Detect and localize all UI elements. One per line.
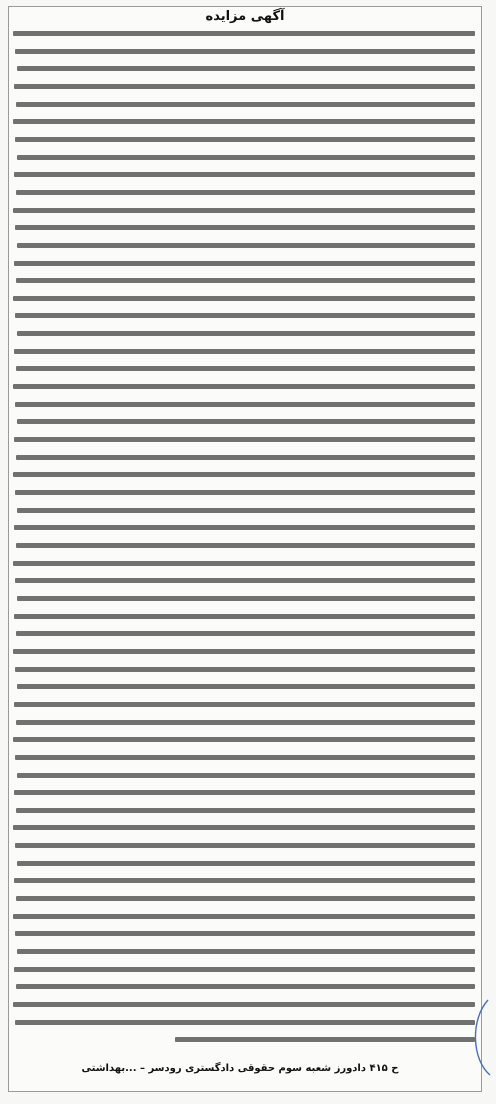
notice-text-line [16, 896, 475, 901]
notice-text-line [14, 967, 475, 972]
notice-text-line [16, 808, 475, 813]
notice-text-line [17, 66, 475, 71]
notice-text-line [14, 790, 475, 795]
notice-text-line [14, 437, 475, 442]
notice-text-line [14, 702, 475, 707]
notice-text-line [17, 331, 475, 336]
notice-text-line [14, 172, 475, 177]
notice-text-line [15, 578, 475, 583]
notice-text-line [15, 667, 475, 672]
notice-text-line [15, 137, 475, 142]
notice-text-line [14, 525, 475, 530]
notice-text-line [175, 1037, 475, 1042]
notice-text-line [15, 402, 475, 407]
notice-text-line [15, 843, 475, 848]
notice-text-line [13, 296, 475, 301]
notice-text-line [16, 102, 475, 107]
notice-title: آگهی مزایده [205, 9, 285, 24]
notice-text-line [14, 349, 475, 354]
notice-text-line [14, 261, 475, 266]
notice-text-line [13, 472, 475, 477]
notice-text-line [13, 119, 475, 124]
notice-text-line [17, 861, 475, 866]
notice-text-line [17, 596, 475, 601]
notice-text-line [15, 931, 475, 936]
notice-text-line [16, 190, 475, 195]
notice-text-line [13, 1002, 475, 1007]
notice-text-line [13, 649, 475, 654]
notice-text-line [17, 155, 475, 160]
notice-text-line [15, 225, 475, 230]
notice-text-line [17, 684, 475, 689]
notice-text-line [15, 313, 475, 318]
notice-text-line [16, 278, 475, 283]
notice-text-line [17, 508, 475, 513]
notice-text-line [16, 543, 475, 548]
notice-signature: ح ۴۱۵ دادورز شعبه سوم حقوقی دادگستری رودسر – ...بهداشتی [81, 1063, 399, 1074]
notice-text-line [15, 755, 475, 760]
notice-text-line [13, 31, 475, 36]
notice-text-line [13, 384, 475, 389]
notice-text-line [14, 614, 475, 619]
notice-text-line [13, 208, 475, 213]
notice-text-line [15, 490, 475, 495]
notice-text-line [16, 720, 475, 725]
notice-body [9, 7, 481, 1091]
notice-text-line [13, 737, 475, 742]
notice-text-line [17, 243, 475, 248]
notice-text-line [15, 49, 475, 54]
notice-text-line [17, 773, 475, 778]
notice-text-line [13, 561, 475, 566]
notice-frame [8, 6, 482, 1092]
notice-text-line [17, 419, 475, 424]
notice-text-line [13, 914, 475, 919]
notice-text-line [13, 825, 475, 830]
notice-text-line [16, 631, 475, 636]
notice-text-line [16, 366, 475, 371]
notice-text-line [17, 949, 475, 954]
notice-text-line [14, 878, 475, 883]
notice-text-line [15, 1020, 475, 1025]
notice-text-line [16, 984, 475, 989]
notice-text-line [14, 84, 475, 89]
notice-text-line [16, 455, 475, 460]
